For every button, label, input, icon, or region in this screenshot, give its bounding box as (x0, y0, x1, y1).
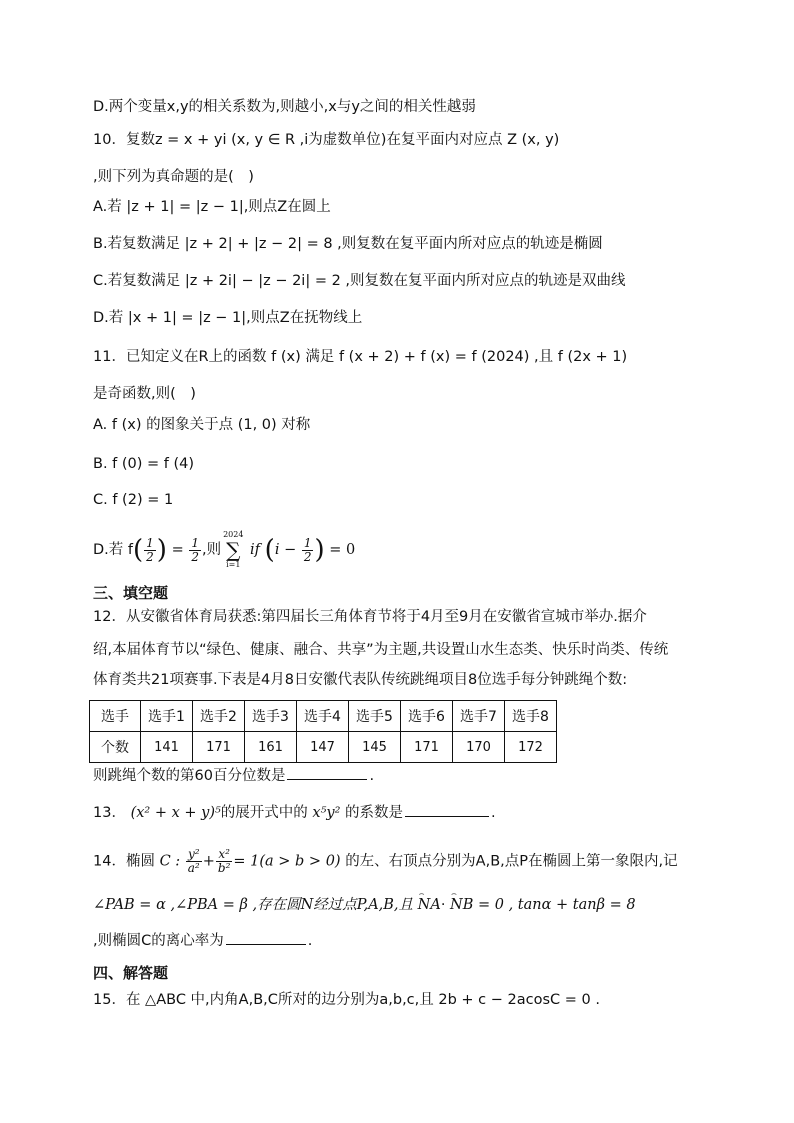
q13-suffix: 的系数是 (345, 805, 404, 821)
table-cell: 170 (453, 732, 505, 763)
table-cell: 选手1 (141, 701, 193, 732)
summation: 2024 ∑ i=1 (223, 530, 244, 569)
table-cell: 选手2 (193, 701, 245, 732)
q11-option-a: A. f (x) 的图象关于点 (1, 0) 对称 (93, 417, 311, 433)
fraction-half-rhs: $\frac{1}{2}$ (191, 535, 199, 564)
q10-option-a: A.若 |z + 1| = |z − 1|,则点Z在圆上 (93, 199, 331, 215)
ellipse-condition: = 1(a > b > 0) (233, 853, 341, 870)
q13-end: . (491, 805, 496, 821)
q13 (93, 802, 496, 823)
table-cell: 161 (245, 732, 297, 763)
q14-line-3 (93, 930, 312, 951)
fraction-half-inner: $\frac{1}{2}$ (303, 535, 312, 564)
q12-stem-3: 体育类共21项赛事.下表是4月8日安徽代表队传统跳绳项目8位选手每分钟跳绳个数: (93, 672, 628, 688)
q10-option-d: D.若 |x + 1| = |z − 1|,则点Z在抚物线上 (93, 310, 363, 326)
table-cell: 选手3 (245, 701, 297, 732)
q13-term: x⁵y² (312, 805, 341, 821)
q11-option-c: C. f (2) = 1 (93, 492, 174, 508)
table-cell: 选手8 (505, 701, 557, 732)
q12-end: . (369, 768, 375, 784)
q14-condition: = 0 , tanα + tanβ = 8 (478, 897, 636, 913)
paren-close-2: ) (314, 535, 325, 565)
q12-question (93, 765, 374, 786)
answer-blank[interactable] (226, 930, 306, 945)
q14-angles: ∠PAB = α ,∠PBA = β ,存在圆N经过点P,A,B,且 (93, 897, 414, 913)
section-fill-in: 三、填空题 (93, 584, 169, 602)
answer-blank[interactable] (405, 802, 489, 817)
paren-inner: i − (274, 542, 297, 558)
q14-question: ,则椭圆C的离心率为 (93, 933, 224, 949)
q12-stem-1: 12．从安徽省体育局获悉:第四届长三角体育节将于4月至9月在安徽省宣城市举办.据介 (93, 609, 647, 625)
ellipse-label: C : (159, 853, 181, 870)
q9-option-d: D.两个变量x,y的相关系数为,则越小,x与y之间的相关性越弱 (93, 99, 476, 115)
q14-prefix: 14．椭圆 (93, 853, 155, 870)
q12-question-text: 则跳绳个数的第60百分位数是 (93, 768, 286, 784)
table-cell: 选手 (90, 701, 141, 732)
table-cell: 选手5 (349, 701, 401, 732)
table-cell: 147 (297, 732, 349, 763)
q10-stem-cont: ,则下列为真命题的是( ) (93, 169, 254, 185)
q14-line-2 (93, 895, 636, 915)
q11-stem-cont: 是奇函数,则( ) (93, 386, 196, 402)
table-cell: 选手7 (453, 701, 505, 732)
table-cell: 172 (505, 732, 557, 763)
q12-stem-2: 绍,本届体育节以“绿色、健康、融合、共享”为主题,共设置山水生态类、快乐时尚类、传统 (93, 642, 669, 658)
q14-rest: 的左、右顶点分别为A,B,点P在椭圆上第一象限内,记 (345, 853, 678, 870)
fraction-y2-a2: $\frac{\text{y²}}{\text{a²}}$ (187, 847, 200, 875)
dot-product: · (440, 897, 446, 913)
paren-close: ) (156, 535, 167, 565)
q13-expression: (x² + x + y)⁵ (130, 805, 221, 821)
table-cell: 145 (349, 732, 401, 763)
table-row (90, 732, 557, 763)
q11-d-prefix: D.若 f (93, 542, 133, 558)
plus-sign: + (202, 853, 215, 870)
q11-d-tail: = 0 (329, 542, 356, 558)
vector-nb: ⌢ NB (450, 895, 473, 915)
q11-stem: 11．已知定义在R上的函数 f (x) 满足 f (x + 2) + f (x) = f (2024) ,且 f (2x + 1) (93, 349, 628, 365)
sum-body: if (250, 542, 261, 558)
table-cell: 个数 (90, 732, 141, 763)
table-cell: 171 (193, 732, 245, 763)
table-cell: 171 (401, 732, 453, 763)
vector-na: ⌢ NA (418, 895, 441, 915)
q13-mid: 的展开式中的 (220, 805, 308, 821)
table-header-row (90, 701, 557, 732)
q10-stem: 10．复数z = x + yi (x, y ∈ R ,i为虚数单位)在复平面内对应点 Z (x, y) (93, 132, 560, 148)
q14-line-1 (93, 848, 678, 875)
q11-option-b: B. f (0) = f (4) (93, 456, 195, 472)
q11-d-mid: ,则 (201, 542, 222, 558)
fraction-half: $\frac{1}{2}$ (146, 535, 154, 564)
answer-blank[interactable] (287, 765, 367, 780)
table-cell: 选手4 (297, 701, 349, 732)
table-cell: 141 (141, 732, 193, 763)
q10-option-b: B.若复数满足 |z + 2| + |z − 2| = 8 ,则复数在复平面内所对应点的轨迹是椭圆 (93, 236, 603, 252)
paren-open-2: ( (264, 535, 275, 565)
fraction-x2-b2: $\frac{\text{x²}}{\text{b²}}$ (217, 847, 231, 875)
q14-end: . (307, 933, 313, 949)
equals: = (171, 542, 184, 558)
paren-open: ( (133, 535, 144, 565)
q10-option-c: C.若复数满足 |z + 2i| − |z − 2i| = 2 ,则复数在复平面内所对应点的轨迹是双曲线 (93, 273, 626, 289)
q13-prefix: 13． (93, 805, 126, 821)
table-cell: 选手6 (401, 701, 453, 732)
q11-option-d (93, 530, 355, 570)
section-answer: 四、解答题 (93, 964, 169, 982)
jump-rope-table (89, 700, 557, 763)
q15: 15．在 △ABC 中,内角A,B,C所对的边分别为a,b,c,且 2b + c − 2acosC = 0 . (93, 992, 600, 1008)
